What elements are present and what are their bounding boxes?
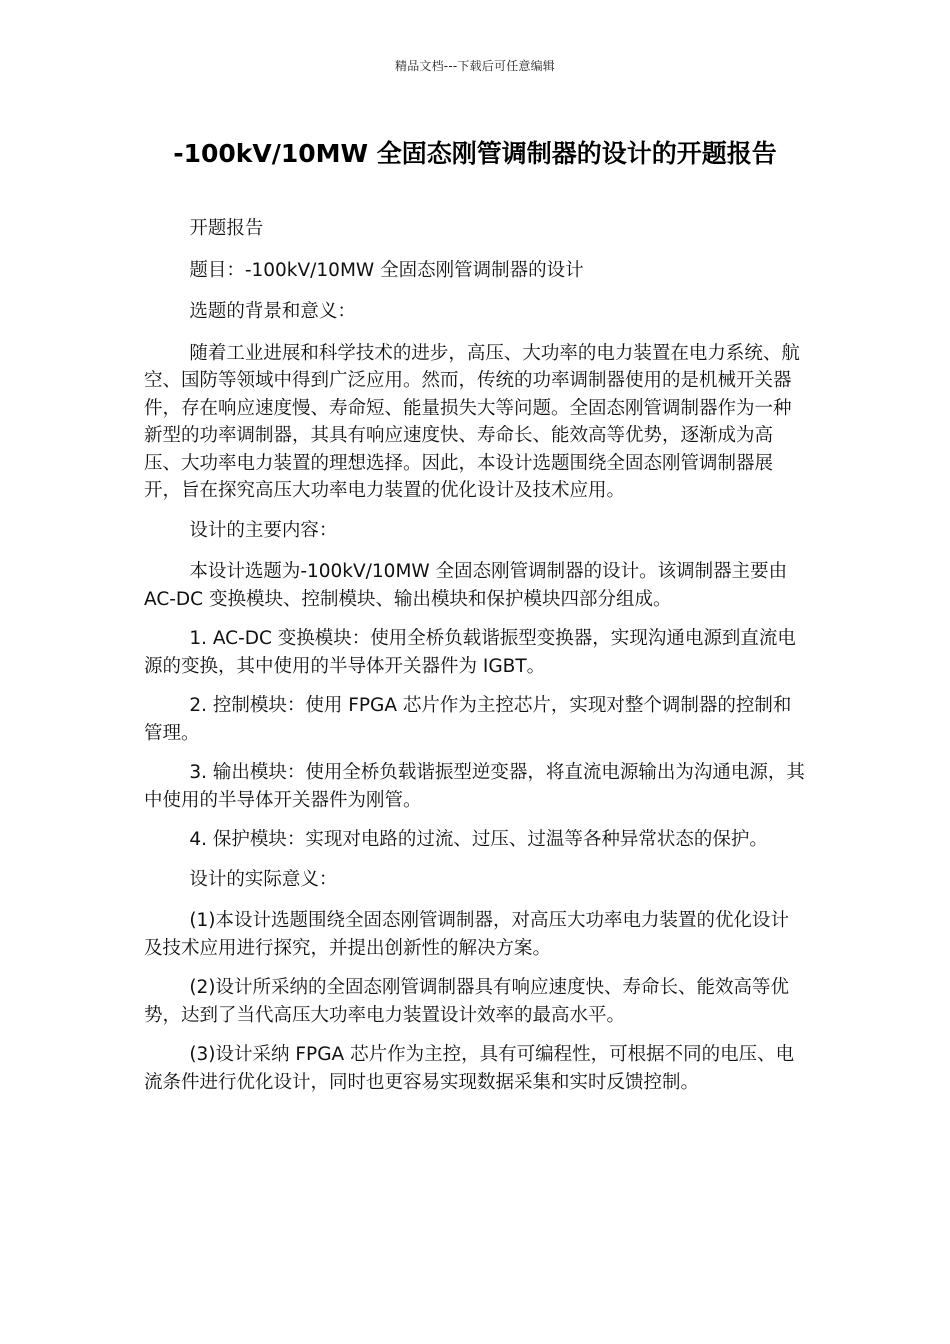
- topic-line: 题目：-100kV/10MW 全固态刚管调制器的设计: [189, 259, 584, 281]
- paragraph-background: 随着工业进展和科学技术的进步，高压、大功率的电力装置在电力系统、航空、国防等领域中得到广泛应用。然而，传统的功率调制器使用的是机械开关器件，存在响应速度慢、寿命短、能量损失大等问题。全固态刚管调制器作为一种新型的功率调制器，其具有响应速度快、寿命长、能效高等优势，逐渐成为高压、大功率电力装置的理想选择。因此，本设计选题围绕全固态刚管调制器展开，旨在探究高压大功率电力装置的优化设计及技术应用。: [144, 342, 800, 501]
- significance-item-3: (3)设计采纳 FPGA 芯片作为主控，具有可编程性，可根据不同的电压、电流条件进行优化设计，同时也更容易实现数据采集和实时反馈控制。: [144, 1044, 795, 1093]
- significance-item-2: (2)设计所采纳的全固态刚管调制器具有响应速度快、寿命长、能效高等优势，达到了当代高压大功率电力装置设计效率的最高水平。: [144, 977, 790, 1026]
- list-item-protection-module: 4. 保护模块：实现对电路的过流、过压、过温等各种异常状态的保护。: [189, 829, 768, 850]
- list-item-output-module: 3. 输出模块：使用全桥负载谐振型逆变器，将直流电源输出为沟通电源，其中使用的半导体开关器件为刚管。: [144, 762, 805, 811]
- section-heading-significance: 设计的实际意义：: [189, 868, 338, 890]
- page-header-note: 精品文档---下载后可任意编辑: [395, 59, 555, 73]
- list-item-control-module: 2. 控制模块：使用 FPGA 芯片作为主控芯片，实现对整个调制器的控制和管理。: [144, 695, 792, 744]
- section-heading-background: 选题的背景和意义：: [189, 301, 356, 322]
- section-heading-main-content: 设计的主要内容：: [189, 519, 338, 541]
- section-label-report: 开题报告: [189, 218, 264, 239]
- document-body: [144, 215, 806, 1108]
- significance-item-1: (1)本设计选题围绕全固态刚管调制器，对高压大功率电力装置的优化设计及技术应用进行探究，并提出创新性的解决方案。: [144, 910, 790, 959]
- paragraph-main-content: 本设计选题为-100kV/10MW 全固态刚管调制器的设计。该调制器主要由 AC-DC 变换模块、控制模块、输出模块和保护模块四部分组成。: [144, 561, 788, 610]
- document-title: -100kV/10MW 全固态刚管调制器的设计的开题报告: [173, 139, 777, 168]
- list-item-acdc-module: 1. AC-DC 变换模块：使用全桥负载谐振型变换器，实现沟通电源到直流电源的变换，其中使用的半导体开关器件为 IGBT。: [144, 628, 796, 677]
